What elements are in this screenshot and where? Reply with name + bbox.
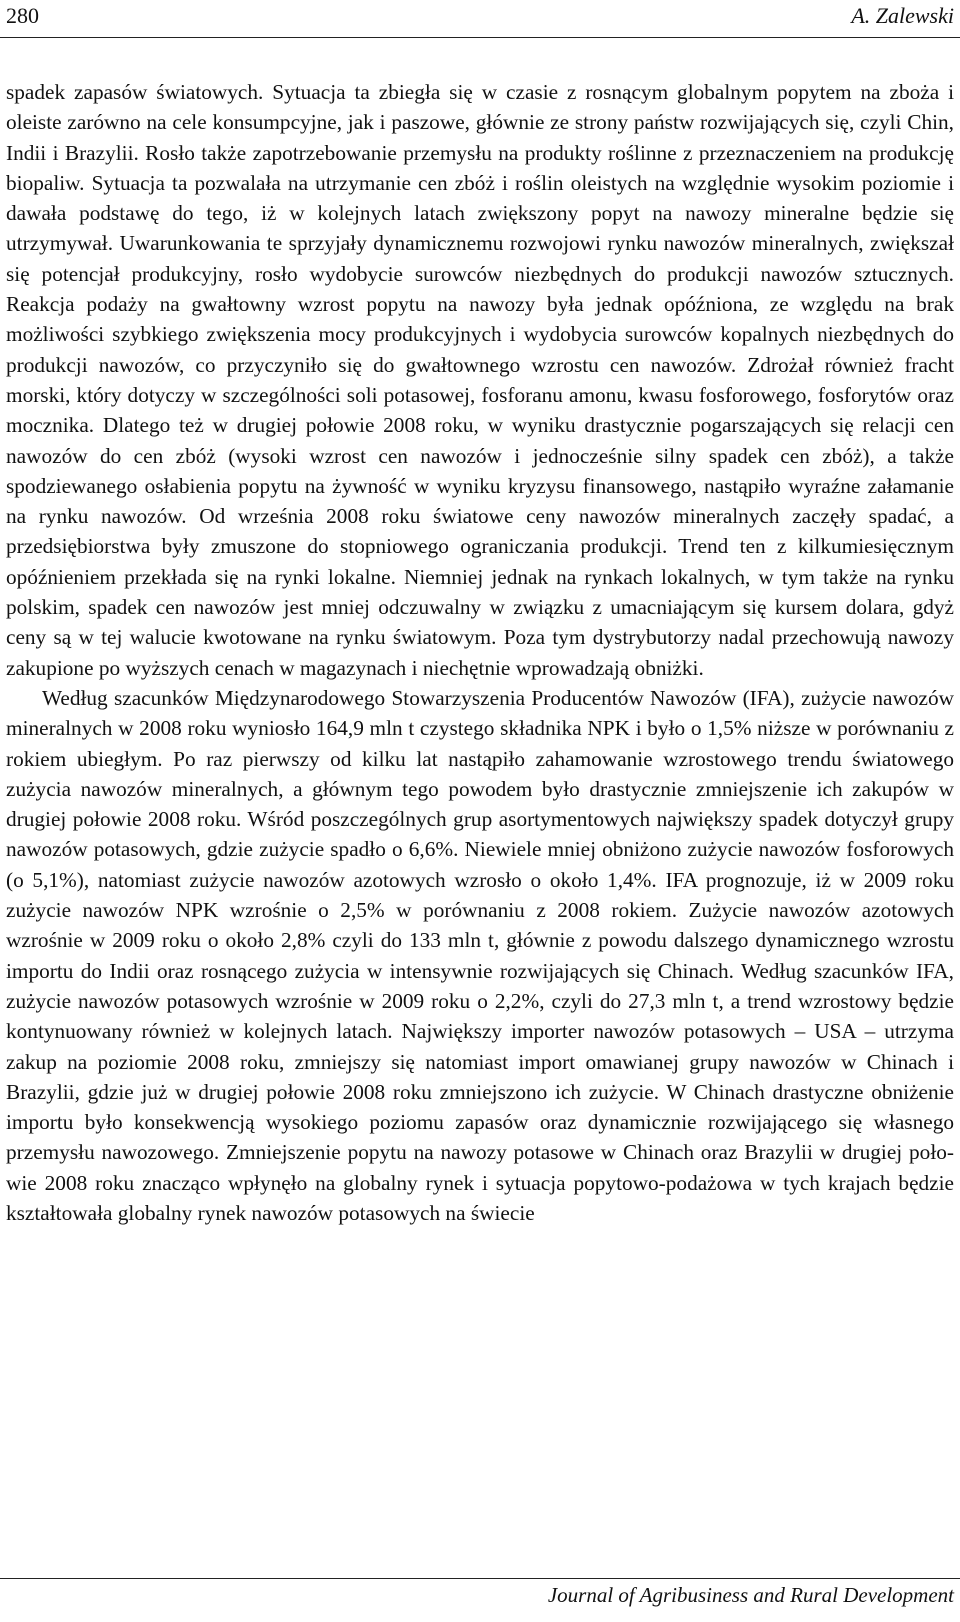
page-header: [6, 2, 954, 34]
header-divider: [0, 37, 960, 38]
page-number: 280: [6, 3, 39, 28]
journal-footer: Journal of Agribusiness and Rural Development: [547, 1583, 954, 1607]
footer-divider: [0, 1578, 960, 1579]
running-author: A. Zalewski: [851, 3, 954, 28]
article-body: [6, 77, 954, 1228]
body-paragraph-1: spadek zapasów światowych. Sytuacja ta zbiegła się w czasie z rosnącym globalnym popytem na zboża i oleiste zarówno na cele konsumpcyjne, jak i paszowe, głównie ze strony państw rozwijających się, czyli Chin, Indii i Brazylii. Rosło także zapotrzebowanie przemysłu na produkty roślinne z przeznaczeniem na produkcję biopaliw. Sytuacja ta pozwalała na utrzymanie cen zbóż i roślin oleistych na względnie wysokim poziomie i dawała podstawę do tego, iż w kolejnych latach zwiększony popyt na nawozy mineralne będzie się utrzymywał. Uwarunkowania te sprzyjały dynamicznemu rozwojowi rynku nawozów mineralnych, zwiększał się potencjał produkcyjny, rosło wydobycie surowców niezbędnych do produkcji nawozów sztucznych. Reakcja podaży na gwałtowny wzrost popytu na nawozy była jednak opóźniona, ze względu na brak możliwości szybkiego zwiększenia mocy produkcyjnych i wydobycia surowców kopalnych niezbędnych do produkcji nawozów, co przyczyniło się do gwałtownego wzrostu cen nawozów. Zdrożał również fracht morski, który dotyczy w szczególności soli potasowej, fosforanu amonu, kwasu fosforowego, fosforytów oraz mocznika. Dlatego też w drugiej połowie 2008 roku, w wyniku drastycznie pogarszających się relacji cen nawozów do cen zbóż (wysoki wzrost cen nawozów i jednocześnie silny spadek cen zbóż), a także spodziewanego osłabienia popytu na żywność w wyniku kryzysu finansowego, nastąpiło wyraźne załamanie na rynku nawozów. Od września 2008 roku światowe ceny nawozów mineralnych zaczęły spadać, a przedsiębiorstwa były zmuszone do stopniowego ograniczania produkcji. Trend ten z kilkumiesięcznym opóźnieniem przekłada się na rynki lokalne. Niemniej jednak na rynkach lokalnych, w tym także na rynku polskim, spadek cen nawozów jest mniej odczuwalny w związku z umacniającym się kursem dolara, gdyż ceny są w tej walucie kwotowane na rynku światowym. Poza tym dystrybutorzy nadal przechowują nawozy zakupione po wyższych cenach w magazynach i niechętnie wprowadzają obniżki.: [6, 80, 954, 680]
body-paragraph-2: Według szacunków Międzynarodowego Stowarzyszenia Producentów Nawozów (IFA), zużycie nawozów mineralnych w 2008 roku wyniosło 164,9 mln t czystego składnika NPK i było o 1,5% niższe w porównaniu z rokiem ubiegłym. Po raz pierwszy od kilku lat nastąpiło zahamowanie wzrostowego trendu światowego zużycia nawozów mineralnych, a głównym tego powodem było drastycznie zmniejszenie ich zakupów w drugiej połowie 2008 roku. Wśród poszczególnych grup asortymentowych największy spadek dotyczył grupy nawozów potasowych, gdzie zużycie spadło o 6,6%. Niewiele mniej obniżono zużycie nawozów fosforowych (o 5,1%), natomiast zużycie nawozów azotowych wzrosło o około 1,4%. IFA prognozuje, iż w 2009 roku zużycie nawozów NPK wzrośnie o 2,5% w porównaniu z 2008 rokiem. Zużycie nawozów azotowych wzrośnie w 2009 roku o około 2,8% czyli do 133 mln t, głównie z powodu dalszego dynamicznego wzrostu importu do Indii oraz rosnącego zużycia w intensywnie rozwijających się Chinach. Według szacunków IFA, zużycie nawozów potasowych wzrośnie w 2009 roku o 2,2%, czyli do 27,3 mln t, a trend wzrostowy będzie kontynuowany również w kolejnych latach. Największy importer nawozów potasowych – USA – utrzyma zakup na poziomie 2008 roku, zmniejszy się natomiast import omawianej grupy nawozów w Chinach i Brazylii, gdzie już w drugiej połowie 2008 roku zmniejszono ich zużycie. W Chinach drastyczne obniżenie importu było konsekwencją wysokiego poziomu zapasów oraz dynamicznie rozwijającego się własnego przemysłu nawozowego. Zmniejszenie popytu na nawozy potasowe w Chinach oraz Brazylii w drugiej połowie 2008 roku znacząco wpłynęło na globalny rynek i sytuacja popytowo-podażowa w tych krajach będzie kształtowała globalny rynek nawozów potasowych na świecie: [6, 685, 954, 1225]
